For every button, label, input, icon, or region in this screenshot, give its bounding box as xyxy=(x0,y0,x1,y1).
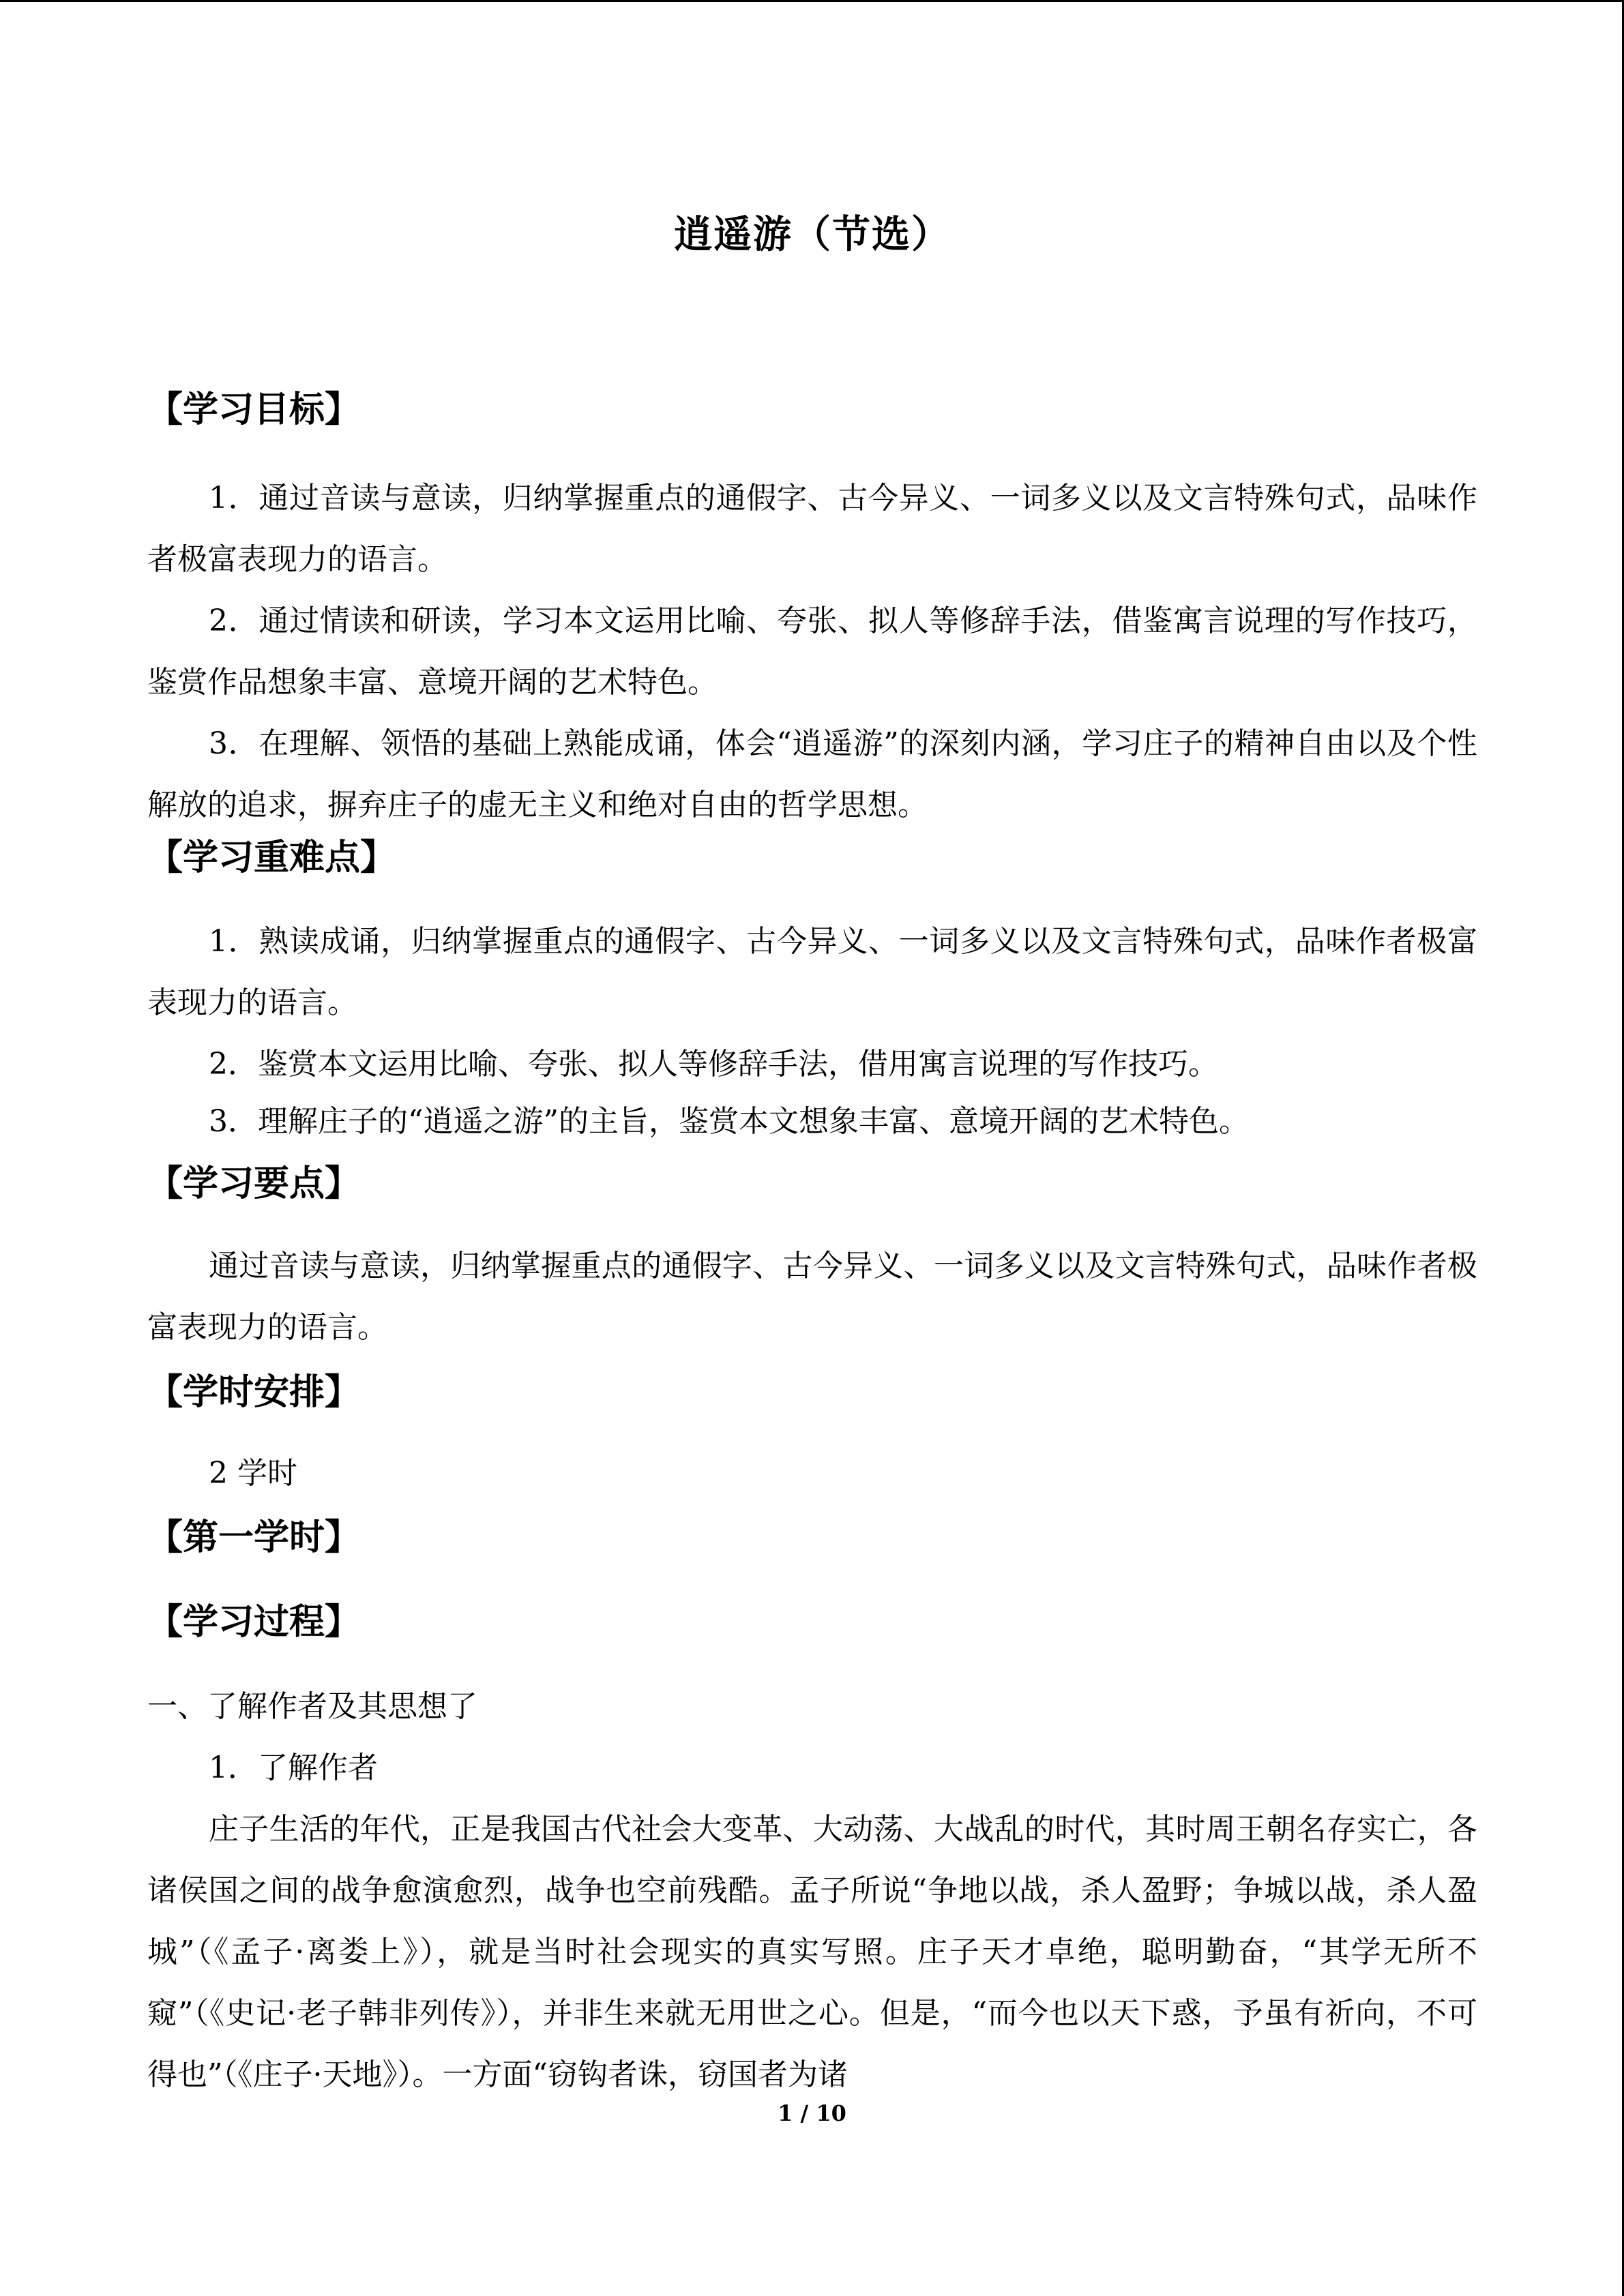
page-top-border xyxy=(0,0,1624,2)
schedule-text: 2 学时 xyxy=(209,1456,297,1491)
key-points-text: 通过音读与意读，归纳掌握重点的通假字、古今异义、一词多义以及文言特殊句式，品味作者极富表现力的语言。 xyxy=(147,1249,1477,1345)
objective-item-2: 2．通过情读和研读，学习本文运用比喻、夸张、拟人等修辞手法，借鉴寓言说理的写作技巧，鉴赏作品想象丰富、意境开阔的艺术特色。 xyxy=(147,603,1477,700)
heading-objectives: 【学习目标】 xyxy=(147,389,361,430)
heading-process: 【学习过程】 xyxy=(147,1601,361,1643)
process-step-1-1: 1．了解作者 xyxy=(209,1750,378,1785)
key-difficult-item-3: 3．理解庄子的“逍遥之游”的主旨，鉴赏本文想象丰富、意境开阔的艺术特色。 xyxy=(209,1104,1249,1139)
objective-item-3: 3．在理解、领悟的基础上熟能成诵，体会“逍遥游”的深刻内涵，学习庄子的精神自由以及个性解放的追求，摒弃庄子的虚无主义和绝对自由的哲学思想。 xyxy=(147,726,1477,822)
heading-first-period: 【第一学时】 xyxy=(147,1517,361,1558)
heading-schedule: 【学时安排】 xyxy=(147,1371,361,1413)
key-difficult-item-2: 2．鉴赏本文运用比喻、夸张、拟人等修辞手法，借用寓言说理的写作技巧。 xyxy=(209,1047,1218,1082)
document-title: 逍遥游（节选） xyxy=(674,212,951,257)
heading-key-difficult: 【学习重难点】 xyxy=(147,837,396,878)
heading-key-points: 【学习要点】 xyxy=(147,1163,361,1204)
process-step-1: 一、了解作者及其思想了 xyxy=(147,1689,477,1724)
objective-item-1: 1．通过音读与意读，归纳掌握重点的通假字、古今异义、一词多义以及文言特殊句式，品味作者极富表现力的语言。 xyxy=(147,481,1477,577)
key-difficult-item-1: 1．熟读成诵，归纳掌握重点的通假字、古今异义、一词多义以及文言特殊句式，品味作者极富表现力的语言。 xyxy=(147,924,1477,1020)
process-body-paragraph: 庄子生活的年代，正是我国古代社会大变革、大动荡、大战乱的时代，其时周王朝名存实亡，各诸侯国之间的战争愈演愈烈，战争也空前残酷。孟子所说“争地以战，杀人盈野；争城以战，杀人盈城”（《孟子·离娄上》），就是当时社会现实的真实写照。庄子天才卓绝，聪明勤奋，“其学无所不窥”（《史记·老子韩非列传》），并非生来就无用世之心。但是，“而今也以天下惑，予虽有祈向，不可得也”（《庄子·天地》）。一方面“窃钩者诛，窃国者为诸 xyxy=(147,1812,1477,2092)
page-number: 1 / 10 xyxy=(778,2100,846,2126)
